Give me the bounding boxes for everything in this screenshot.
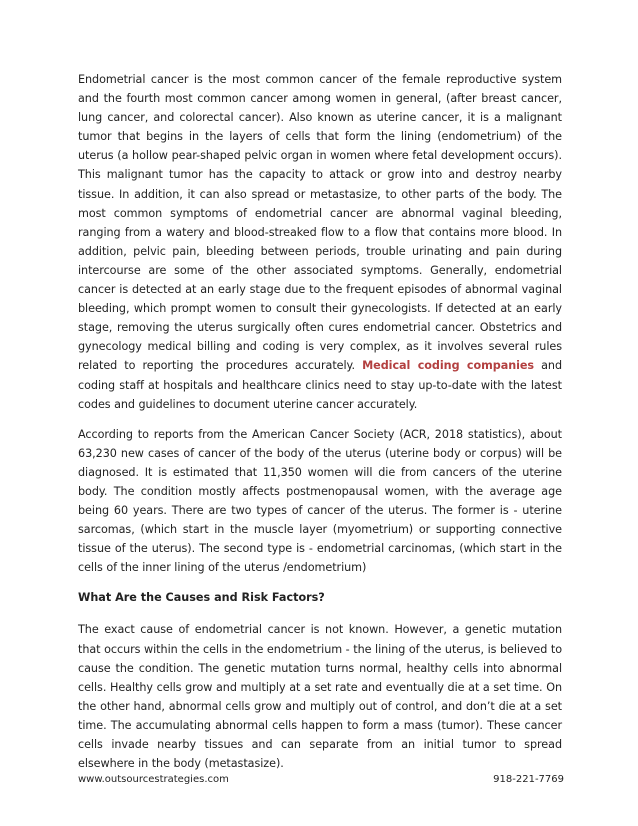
document-page — [78, 70, 562, 784]
causes-paragraph: The exact cause of endometrial cancer is not known. However, a genetic mutation that occurs within the cells in the endometrium - the lining of the uterus, is believed to cause the condition. The genetic mutation turns normal, healthy cells into abnormal cells. Healthy cells grow and multiply at a set rate and eventually die at a set time. On the other hand, abnormal cells grow and multiply out of control, and don’t die at a set time. The accumulating abnormal cells happen to form a mass (tumor). These cancer cells invade nearby tissues and can separate from an initial tumor to spread elsewhere in the body (metastasize). — [78, 623, 562, 771]
footer-website: www.outsourcestrategies.com — [78, 774, 229, 785]
page-footer — [78, 773, 564, 787]
medical-coding-companies-link[interactable]: Medical coding companies — [362, 359, 535, 373]
intro-paragraph — [78, 70, 562, 414]
section-heading: What Are the Causes and Risk Factors? — [78, 591, 325, 605]
statistics-paragraph: According to reports from the American Cancer Society (ACR, 2018 statistics), about 63,230 new cases of cancer of the body of the uterus (uterine body or corpus) will be diagnosed. It is estimated that 11,350 women will die from cancers of the uterine body. The condition mostly affects postmenopausal women, with the average age being 60 years. There are two types of cancer of the uterus. The former is - uterine sarcomas, (which start in the muscle layer (myometrium) or supporting connective tissue of the uterus). The second type is - endometrial carcinomas, (which start in the cells of the inner lining of the uterus /endometrium) — [78, 427, 562, 575]
footer-phone: 918-221-7769 — [493, 774, 564, 785]
intro-text-before-link: Endometrial cancer is the most common cancer of the female reproductive system and the fourth most common cancer among women in general, (after breast cancer, lung cancer, and colorectal cancer). Also known as uterine cancer, it is a malignant tumor that begins in the layers of cells that form the lining (endometrium) of the uterus (a hollow pear-shaped pelvic organ in women where fetal development occurs). This malignant tumor has the capacity to attack or grow into and destroy nearby tissue. In addition, it can also spread or metastasize, to other parts of the body. The most common symptoms of endometrial cancer are abnormal vaginal bleeding, ranging from a watery and blood-streaked flow to a flow that contains more blood. In addition, pelvic pain, bleeding between periods, trouble urinating and pain during intercourse are some of the other associated symptoms. Generally, endometrial cancer is detected at an early stage due to the frequent episodes of abnormal vaginal bleeding, which prompt women to consult their gynecologists. If detected at an early stage, removing the uterus surgically often cures endometrial cancer. Obstetrics and gynecology medical billing and coding is very complex, as it involves several rules related to reporting the procedures accurately. — [78, 73, 562, 373]
intro-text-after-link: and coding staff at hospitals and healthcare clinics need to stay up-to-date with the latest codes and guidelines to document uterine cancer accurately. — [78, 359, 562, 411]
